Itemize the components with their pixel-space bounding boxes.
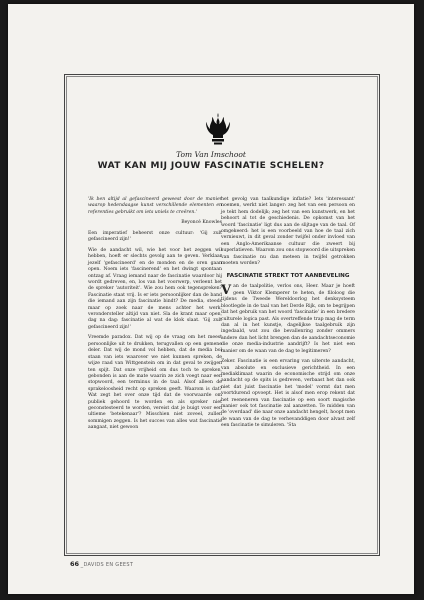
epigraph-quote: 'Ik ben altijd al gefascineerd geweest door de manier waarop hedendaagse kunst verschillende elementen en referenties gebruikt om iets uniels te creëren.': [88, 197, 222, 215]
right-column: [221, 197, 355, 434]
magazine-page: [8, 4, 414, 594]
paragraph: Wie de aandacht wil, wie het voor het zeggen wil hebben, hoeft er slechts gevolg aan te geven. Verklaar jezelf 'gefascineerd' en de monden en de oren gaan open. Noem iets 'fascinerend' en het dwingt spontaan ontzag af. Vraag iemand naar de fascinatie waardoor hij wordt gedreven, en, los van het voorwerp, verleent het de spreker 'autoriteit'. Wie zou hem ook tegenspreken? Fascinatie staat vrij. Is er iets persoonlijker dan de band die iemand aan zijn fascinatie bindt? De media, steeds maar op zoek naar de mens achter het werk, verondersteller altijd van niet. Sla de krant maar open, dag na dag: fascinatie al wat de klok slaat. 'Gij zult gefascineerd zijn!': [88, 248, 222, 330]
paragraph: Vreemde paradox. Dat wij op de vraag om het meest persoonlijke uit te drukken, terugvallen op een gemene deler. Dat wij de mond vol hebben, dat de media bol staan van iets waarover we niet kunnen spreken, de wijze raad van Wittgenstein om in dat geval te zwijgen ten spijt. Dat onze vrijheid om dus toch te spreken, gebonden is aan de mate waarin ze zich voegt naar een stopwoord, een terminus in de taal. Alsof alleen de sprakeloosheid recht op spreken geeft. Waarom is dat? Wat zegt het over onze tijd dat de voorwaarde om publiek gehoord te worden en als spreker niet geconstesteerd te worden, vereist dat je buigt voor een ultieme 'betekenaar'? Misschien niet zoveel, zullen sommigen zeggen. Is het succes van alles wat fascinatie aangaat, niet gewoon: [88, 335, 222, 431]
left-column: [88, 197, 222, 436]
magazine-name: _DAVIDS EN GEEST: [80, 562, 134, 568]
paragraph: het gevolg van taalkundige inflatie? Iets 'interessant' noemen, werkt niet langer: zeg het van een persoon en je tekt hem dodelijk; zeg het van een kunstwerk, en het behoort al tot de geschiedenis. De opkomst van het woord 'fascinatie' ligt dus aan de slijtage van de taal. Of omgekeerd: het is een voorbeeld van hoe de taal zich vernieuwt, in dit geval zonder twijfel onder invloed van een Anglo-Amerikaanse cultuur die zweert bij superlatieven. Waarom zou ons stopwoord die uitspreken van fascinatie nu dan meteen in twijfel getrokken moeten worden?: [221, 197, 355, 267]
epigraph-attribution: Beyoncé Knowles: [181, 220, 222, 226]
page-footer: [70, 560, 133, 568]
paragraph: Een imperatief beheerst onze cultuur: 'Gij zult gefascineerd zijn!': [88, 231, 222, 243]
section-subhead: FASCINATIE STREKT TOT AANBEVELING: [226, 273, 350, 280]
drop-cap: V: [221, 283, 232, 299]
article-headline: WAT KAN MIJ JOUW FASCINATIE SCHELEN?: [97, 161, 325, 171]
paragraph: Van de taalpolitie, verlos ons, Heer. Maar je hoeft geen Viktor Klemperer te heten, de filoloog die tijdens de Tweede Wereldoorlog het denksysteem blootlegde in de taal van het Derde Rijk, om te begrijpen dat het gebruik van het woord 'fascinatie' in een bredere culturele logica past. Als overtreffende trap mag de term dan al in het kunstje, dagelijkse taalgebruik zijn ingedaald, wat zou die bevallenring zonder ommers andere dan het licht brengen dan de aandachtseconomie die onze media-industrie aandrijft? Is het niet een manier om de waan van de dag te legitimeren?: [221, 283, 355, 354]
article-author: Tom Van Imschoot: [176, 150, 246, 159]
paragraph: Zeker. Fascinatie is een ervaring van uiterste aandacht, van absolute en exclusieve gerichtheid. In een mediaklimaat waarin de economische strijd om onze aandacht op de spits is gedreven, verbaast het dan ook niet dat juist fascinatie het 'model' vormt dat men voortdurend opvoept. Het is alsof men erop rekent dat het reeneneren van fascinatie op een soort magische manier ook tot fascinatie zal aanzetten. Te midden van de 'overdaad' die naar onze aandacht hengelt, hoopt men de waan van de dag te verhevanddigen door alvast zelf een fascinatie te simuleren. 'Sta: [221, 359, 355, 429]
page-number: 66: [70, 560, 80, 568]
flame-ornament-icon: [203, 112, 233, 146]
